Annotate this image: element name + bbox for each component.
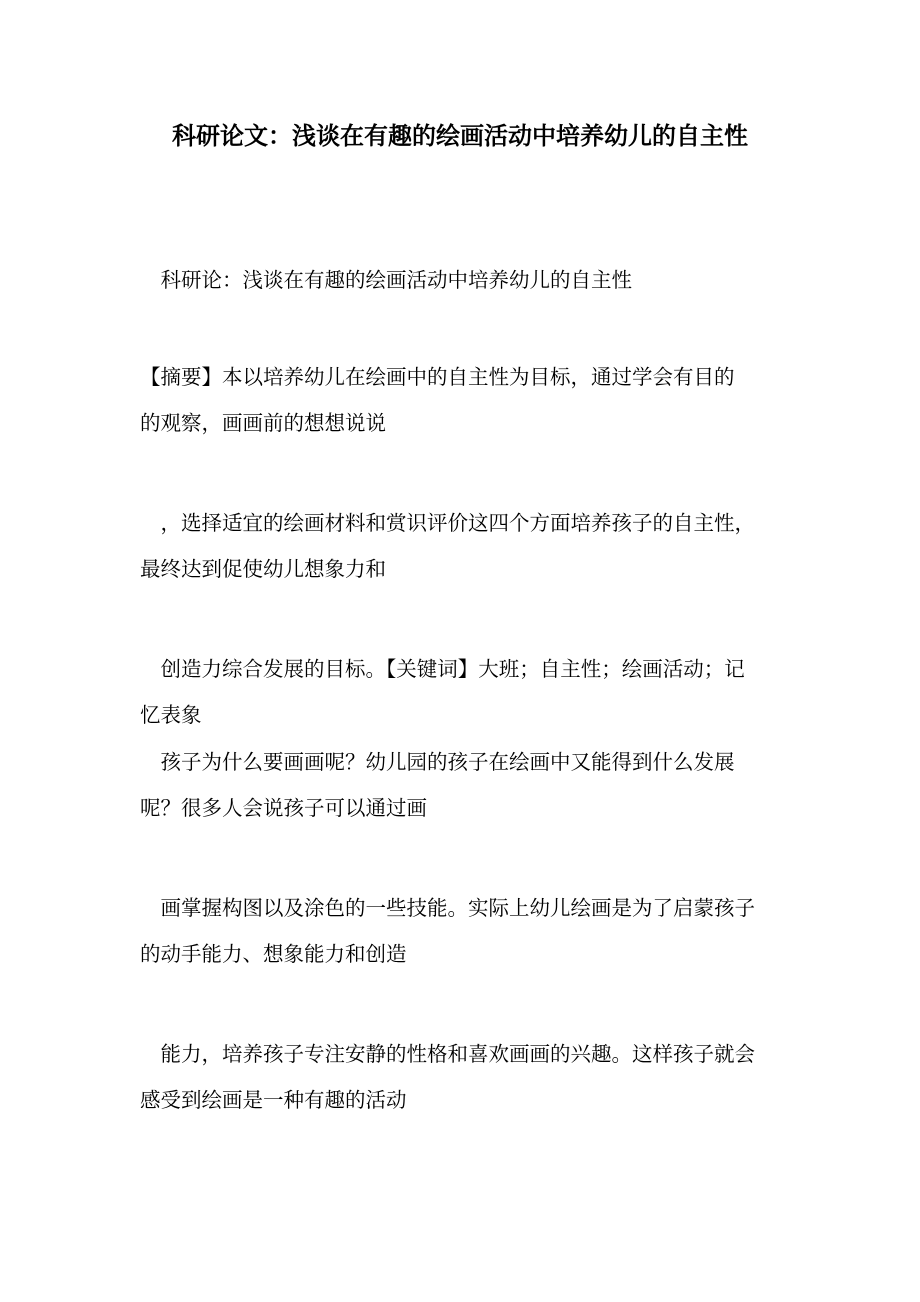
body-line-11: 能力，培养孩子专注安静的性格和喜欢画画的兴趣。这样孩子就会 (140, 1042, 755, 1066)
abstract-line-2: 的观察，画画前的想想说说 (140, 411, 386, 435)
body-line-4: 最终达到促使幼儿想象力和 (140, 557, 386, 581)
body-line-6: 忆表象 (140, 703, 202, 727)
body-line-10: 的动手能力、想象能力和创造 (140, 942, 407, 966)
body-line-12: 感受到绘画是一种有趣的活动 (140, 1088, 407, 1112)
abstract-line-1: 【摘要】本以培养幼儿在绘画中的自主性为目标，通过学会有目的 (140, 365, 735, 389)
body-line-9: 画掌握构图以及涂色的一些技能。实际上幼儿绘画是为了启蒙孩子 (140, 896, 755, 920)
body-line-5: 创造力综合发展的目标。【关键词】大班；自主性；绘画活动；记 (140, 657, 745, 681)
body-line-8: 呢？很多人会说孩子可以通过画 (140, 796, 427, 820)
body-line-3: ，选择适宜的绘画材料和赏识评价这四个方面培养孩子的自主性， (140, 511, 755, 535)
subtitle-line: 科研论：浅谈在有趣的绘画活动中培养幼儿的自主性 (140, 268, 632, 292)
document-title: 科研论文：浅谈在有趣的绘画活动中培养幼儿的自主性 (172, 122, 748, 150)
body-line-7: 孩子为什么要画画呢？幼儿园的孩子在绘画中又能得到什么发展 (140, 750, 735, 774)
